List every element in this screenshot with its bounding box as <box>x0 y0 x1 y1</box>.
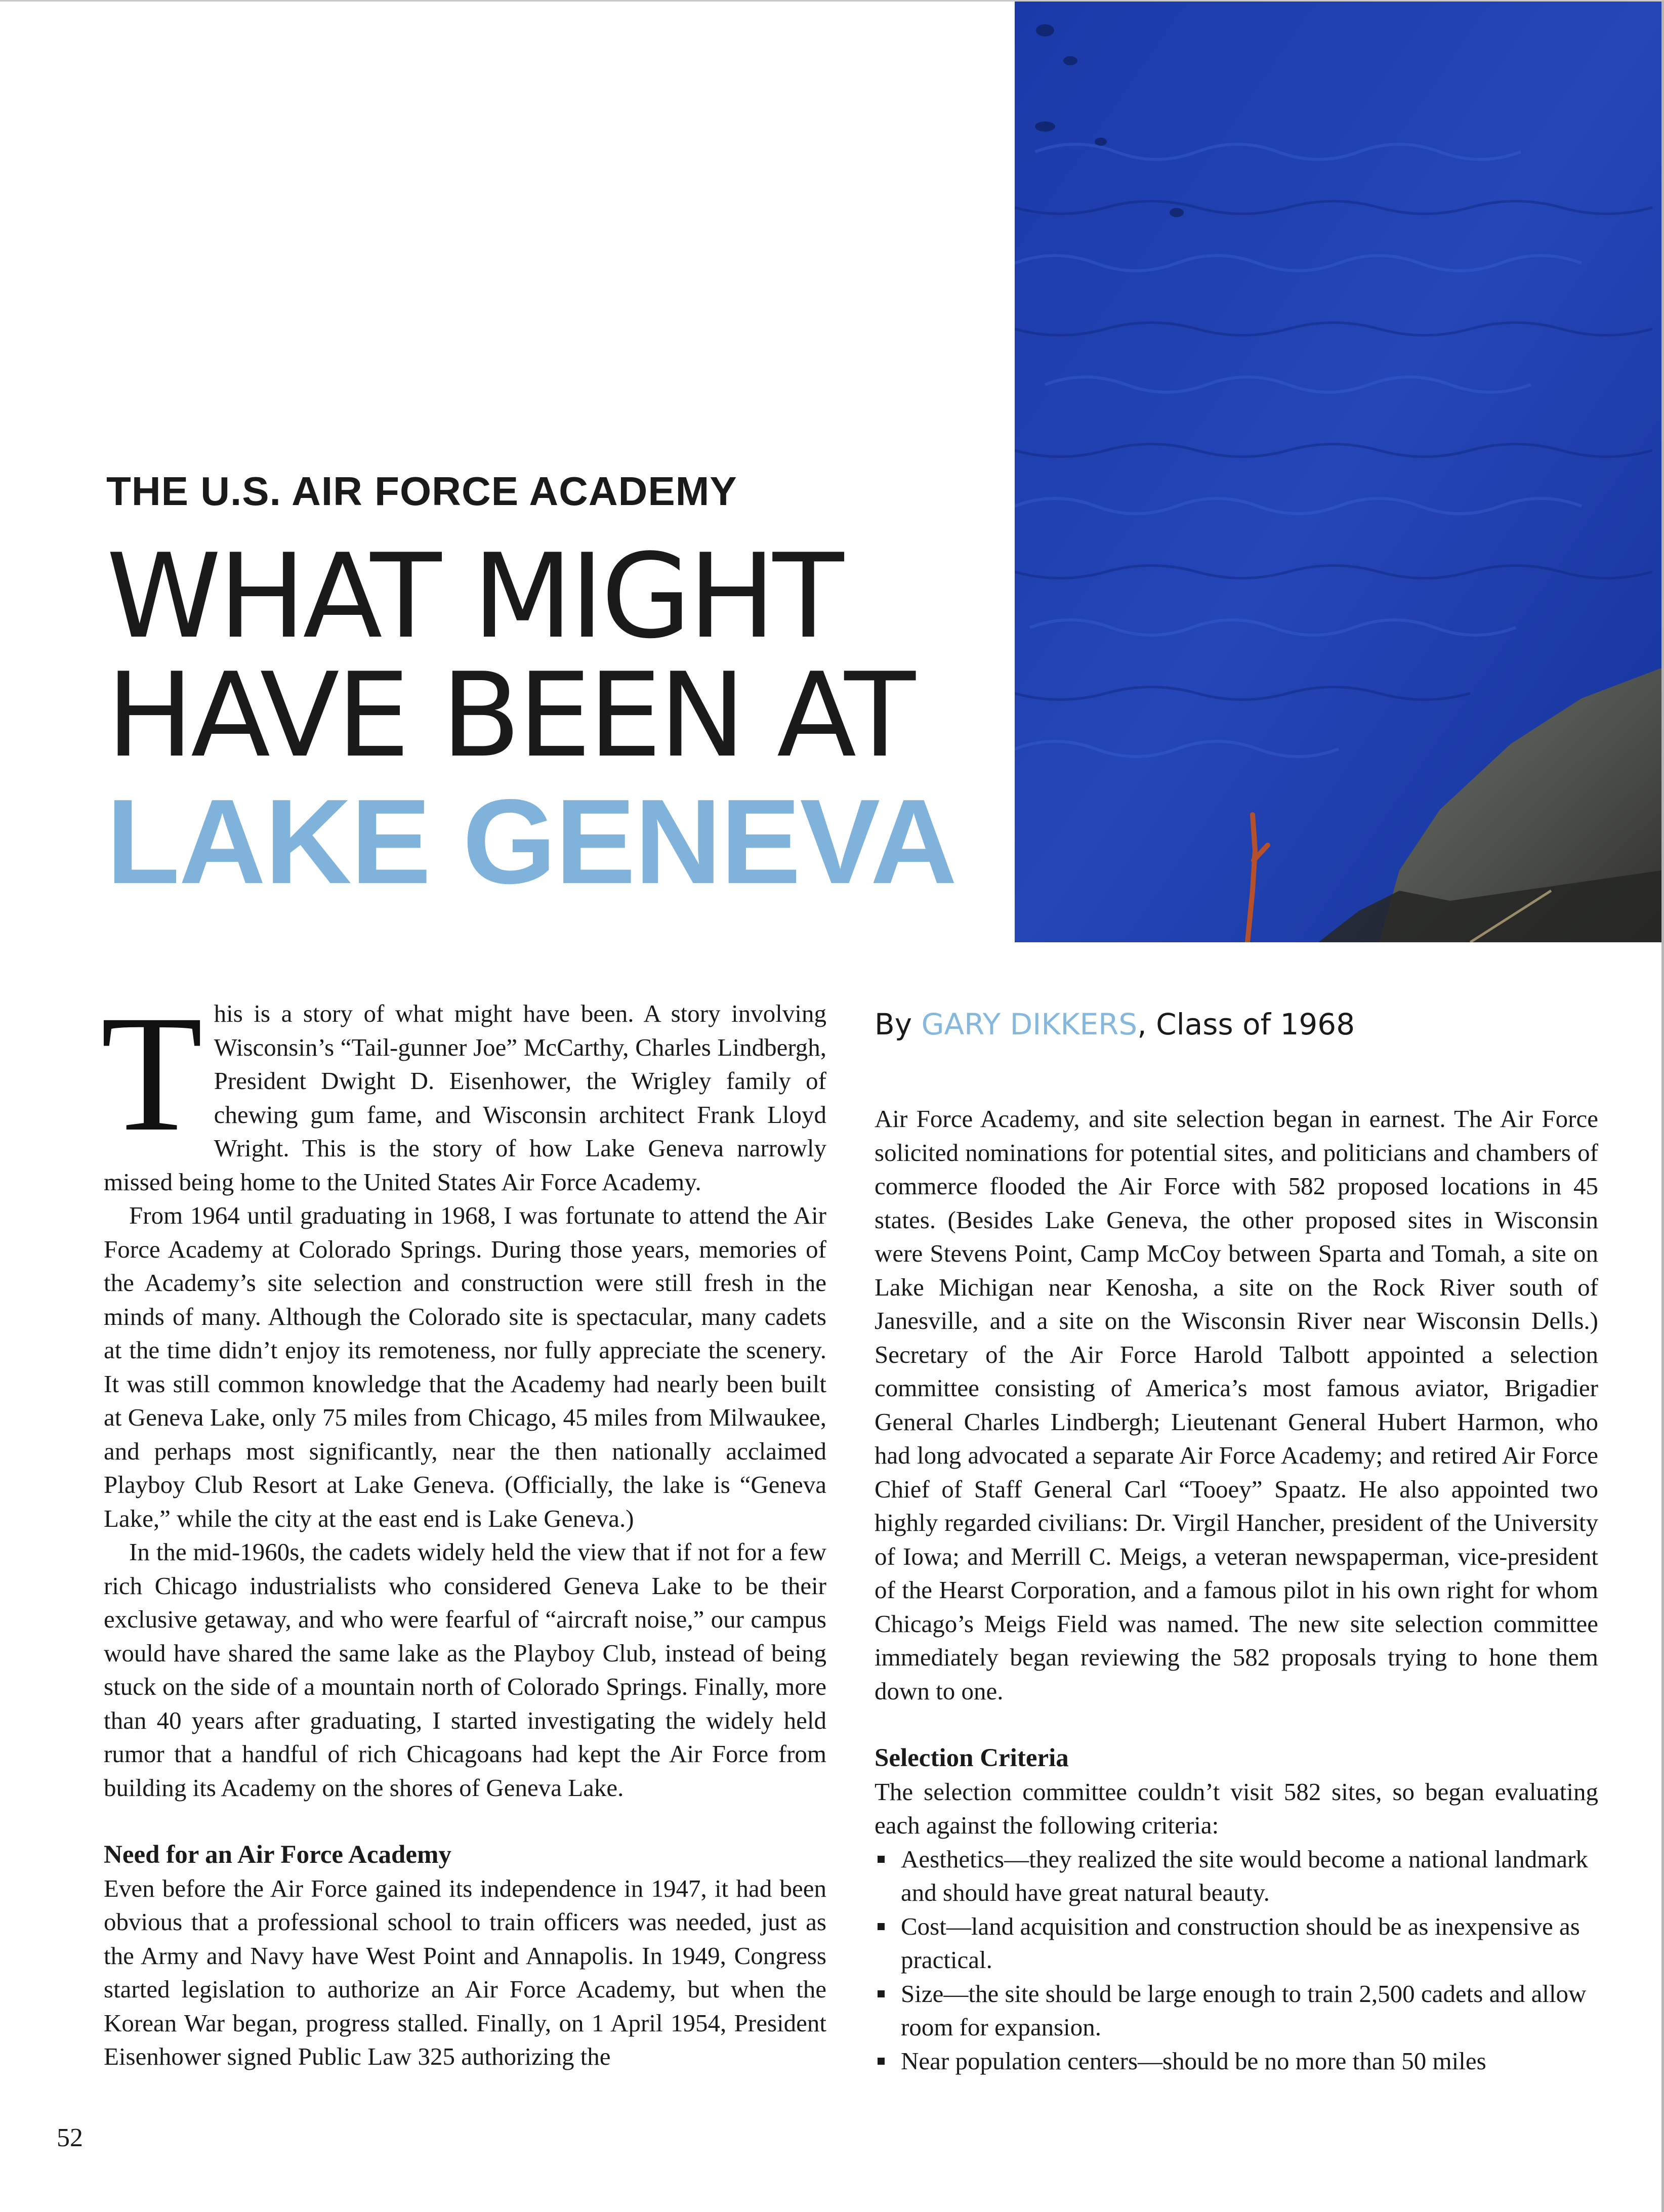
drop-cap: T <box>101 981 203 1166</box>
criteria-list <box>875 1843 1598 2078</box>
paragraph: In the mid-1960s, the cadets widely held the view that if not for a few rich Chicago industrialists who considered Geneva Lake to be their exclusive getaway, and who were fearful of “aircraft noise,” our campus would have shared the same lake as the Playboy Club, instead of being stuck on the side of a mountain north of Colorado Springs. Finally, more than 40 years after graduating, I started investigating the widely held rumor that a handful of rich Chicagoans had kept the Air Force from building its Academy on the shores of Geneva Lake. <box>104 1538 826 1802</box>
headline-line-1: WHAT MIGHT <box>106 529 841 664</box>
headline-line-3: LAKE GENEVA <box>106 775 956 909</box>
paragraph: Even before the Air Force gained its independence in 1947, it had been obvious that a professional school to train officers was needed, just as the Army and Navy have West Point and Annapolis. In 1949, Congress started legislation to authorize an Air Force Academy, but when the Korean War began, progress stalled. Finally, on 1 April 1954, President Eisenhower signed Public Law 325 authorizing the <box>104 1874 826 2070</box>
byline-prefix: By <box>875 1007 922 1041</box>
list-item: Near population centers—should be no more than 50 miles <box>875 2044 1598 2078</box>
section-kicker: THE U.S. AIR FORCE ACADEMY <box>106 469 737 514</box>
intro-paragraph <box>101 981 826 1199</box>
paragraph: The selection committee couldn’t visit 582 sites, so began evaluating each against the following criteria: <box>875 1777 1598 1839</box>
list-item: Aesthetics—they realized the site would become a national landmark and should have great natural beauty. <box>875 1843 1598 1910</box>
article-column-right <box>875 1102 1598 2078</box>
byline-suffix: , Class of 1968 <box>1137 1007 1355 1041</box>
list-item: Size—the site should be large enough to train 2,500 cadets and allow room for expansion. <box>875 1977 1598 2044</box>
lake-photo <box>1015 0 1661 942</box>
author-name: GARY DIKKERS <box>921 1007 1138 1041</box>
section-heading: Selection Criteria <box>875 1744 1069 1772</box>
section-heading: Need for an Air Force Academy <box>104 1841 451 1869</box>
byline <box>875 1007 1355 1041</box>
article-column-left <box>101 981 826 2074</box>
headline-line-2: HAVE BEEN AT <box>106 648 912 783</box>
paragraph: From 1964 until graduating in 1968, I was fortunate to attend the Air Force Academy at Colorado Springs. During those years, memories of the Academy’s site selection and construction were still fresh in the minds of many. Although the Colorado site is spectacular, many cadets at the time didn’t enjoy its remoteness, nor fully appreciate the scenery. It was still common knowledge that the Academy had nearly been built at Geneva Lake, only 75 miles from Chicago, 45 miles from Milwaukee, and perhaps most significantly, near the then nationally acclaimed Playboy Club Resort at Lake Geneva. (Officially, the lake is “Geneva Lake,” while the city at the east end is Lake Geneva.) <box>104 1201 826 1532</box>
paragraph: Air Force Academy, and site selection began in earnest. The Air Force solicited nominations for potential sites, and politicians and chambers of commerce flooded the Air Force with 582 proposed locations in 45 states. (Besides Lake Geneva, the other proposed sites in Wisconsin were Stevens Point, Camp McCoy between Sparta and Tomah, a site on Lake Michigan near Kenosha, a site on the Rock River south of Janesville, and a site on the Wisconsin River near Wisconsin Dells.) Secretary of the Air Force Harold Talbott appointed a selection committee consisting of America’s most famous aviator, Brigadier General Charles Lindbergh; Lieutenant General Hubert Harmon, who had long advocated a separate Air Force Academy; and retired Air Force Chief of Staff General Carl “Tooey” Spaatz. He also appointed two highly regarded civilians: Dr. Virgil Hancher, president of the University of Iowa; and Merrill C. Meigs, a veteran newspaperman, vice-president of the Hearst Corporation, and a famous pilot in his own right for whom Chicago’s Meigs Field was named. The new site selection committee immediately began reviewing the 582 proposals trying to hone them down to one. <box>875 1105 1598 1705</box>
page-number: 52 <box>57 2123 83 2152</box>
list-item: Cost—land acquisition and construction should be as inexpensive as practical. <box>875 1910 1598 1977</box>
intro-text: his is a story of what might have been. A story involving Wisconsin’s “Tail-gunner Joe” McCarthy, Charles Lindbergh, President Dwight D. Eisenhower, the Wrigley family of chewing gum fame, and Wisconsin architect Frank Lloyd Wright. This is the story of how Lake Geneva narrowly missed being home to the United States Air Force Academy. <box>104 999 826 1196</box>
